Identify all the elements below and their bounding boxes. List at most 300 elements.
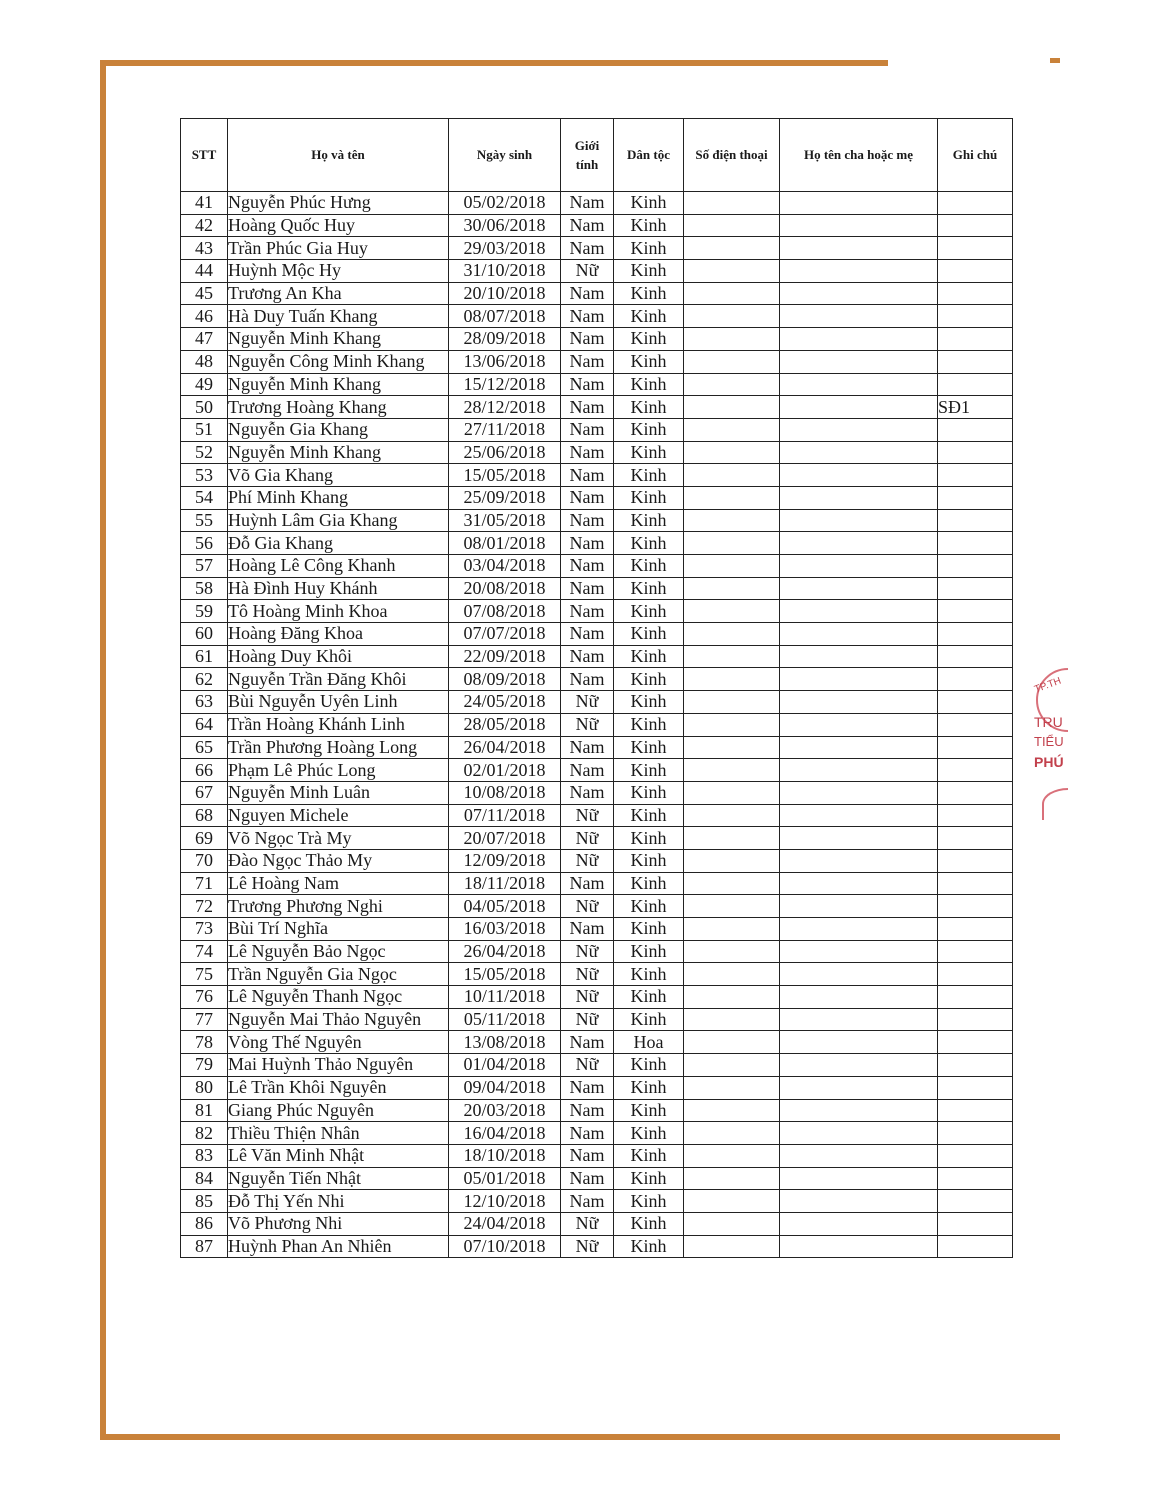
cell-dob: 13/08/2018 [449,1031,561,1054]
cell-dob: 28/09/2018 [449,328,561,351]
cell-note [938,713,1013,736]
cell-dob: 07/11/2018 [449,804,561,827]
cell-parent [780,600,938,623]
cell-phone [684,350,780,373]
cell-ethnicity: Kinh [614,713,684,736]
cell-stt: 79 [181,1054,228,1077]
cell-sex: Nam [561,759,614,782]
cell-phone [684,940,780,963]
cell-phone [684,577,780,600]
cell-parent [780,623,938,646]
cell-name: Thiều Thiện Nhân [228,1122,449,1145]
cell-name: Đỗ Gia Khang [228,532,449,555]
header-dob: Ngày sinh [449,119,561,192]
table-body [181,192,1013,1258]
table-row [181,940,1013,963]
cell-stt: 46 [181,305,228,328]
cell-name: Mai Huỳnh Thảo Nguyên [228,1054,449,1077]
cell-name: Nguyễn Minh Luân [228,781,449,804]
cell-sex: Nam [561,1031,614,1054]
cell-phone [684,1212,780,1235]
cell-stt: 73 [181,918,228,941]
cell-note [938,872,1013,895]
cell-note [938,373,1013,396]
cell-name: Võ Phương Nhi [228,1212,449,1235]
cell-note [938,509,1013,532]
table-row [181,418,1013,441]
cell-parent [780,350,938,373]
cell-phone [684,781,780,804]
cell-phone [684,1031,780,1054]
cell-dob: 24/04/2018 [449,1212,561,1235]
cell-parent [780,691,938,714]
cell-parent [780,781,938,804]
cell-phone [684,1076,780,1099]
cell-stt: 85 [181,1190,228,1213]
cell-name: Trương Hoàng Khang [228,396,449,419]
cell-parent [780,396,938,419]
cell-name: Nguyễn Gia Khang [228,418,449,441]
cell-stt: 83 [181,1144,228,1167]
cell-name: Nguyễn Minh Khang [228,373,449,396]
cell-stt: 62 [181,668,228,691]
cell-phone [684,1144,780,1167]
table-row [181,486,1013,509]
student-roster-table [180,118,1013,1258]
cell-phone [684,532,780,555]
table-row [181,600,1013,623]
cell-sex: Nam [561,192,614,215]
cell-name: Phí Minh Khang [228,486,449,509]
cell-parent [780,214,938,237]
cell-dob: 16/03/2018 [449,918,561,941]
cell-dob: 28/05/2018 [449,713,561,736]
cell-name: Nguyễn Minh Khang [228,328,449,351]
cell-parent [780,895,938,918]
cell-sex: Nam [561,418,614,441]
table-row [181,350,1013,373]
cell-ethnicity: Kinh [614,1190,684,1213]
table-row [181,849,1013,872]
cell-sex: Nam [561,577,614,600]
paper-edge-bottom [100,1434,1060,1440]
table-row [181,305,1013,328]
cell-stt: 81 [181,1099,228,1122]
school-seal-stamp [1028,668,1068,824]
cell-phone [684,623,780,646]
cell-dob: 05/02/2018 [449,192,561,215]
cell-parent [780,1212,938,1235]
cell-dob: 12/09/2018 [449,849,561,872]
cell-parent [780,736,938,759]
cell-phone [684,282,780,305]
cell-parent [780,237,938,260]
cell-note [938,486,1013,509]
cell-parent [780,192,938,215]
cell-dob: 15/12/2018 [449,373,561,396]
cell-stt: 87 [181,1235,228,1258]
cell-name: Bùi Nguyễn Uyên Linh [228,691,449,714]
cell-name: Huỳnh Mộc Hy [228,260,449,283]
header-sex-line2: tính [575,157,599,172]
cell-dob: 03/04/2018 [449,555,561,578]
cell-ethnicity: Kinh [614,441,684,464]
cell-phone [684,396,780,419]
table-row [181,1122,1013,1145]
table-row [181,282,1013,305]
cell-parent [780,464,938,487]
cell-parent [780,373,938,396]
table-row [181,781,1013,804]
cell-note [938,1031,1013,1054]
cell-stt: 66 [181,759,228,782]
cell-dob: 13/06/2018 [449,350,561,373]
cell-sex: Nam [561,1190,614,1213]
cell-dob: 28/12/2018 [449,396,561,419]
cell-name: Hà Duy Tuấn Khang [228,305,449,328]
cell-phone [684,713,780,736]
cell-sex: Nam [561,396,614,419]
cell-note [938,623,1013,646]
cell-sex: Nam [561,1099,614,1122]
cell-note [938,532,1013,555]
cell-stt: 50 [181,396,228,419]
cell-note [938,691,1013,714]
cell-stt: 86 [181,1212,228,1235]
cell-parent [780,713,938,736]
cell-parent [780,1008,938,1031]
cell-name: Trương An Kha [228,282,449,305]
cell-stt: 69 [181,827,228,850]
cell-stt: 60 [181,623,228,646]
cell-phone [684,804,780,827]
cell-dob: 31/05/2018 [449,509,561,532]
cell-name: Trần Phúc Gia Huy [228,237,449,260]
cell-phone [684,963,780,986]
cell-ethnicity: Kinh [614,1122,684,1145]
table-row [181,963,1013,986]
cell-phone [684,827,780,850]
cell-parent [780,986,938,1009]
cell-sex: Nữ [561,1054,614,1077]
cell-stt: 48 [181,350,228,373]
cell-ethnicity: Kinh [614,1099,684,1122]
cell-parent [780,1190,938,1213]
cell-dob: 10/11/2018 [449,986,561,1009]
cell-parent [780,1122,938,1145]
cell-parent [780,577,938,600]
cell-name: Lê Nguyễn Thanh Ngọc [228,986,449,1009]
cell-name: Đỗ Thị Yến Nhi [228,1190,449,1213]
table-row [181,1076,1013,1099]
cell-dob: 20/07/2018 [449,827,561,850]
cell-dob: 29/03/2018 [449,237,561,260]
cell-sex: Nữ [561,827,614,850]
cell-dob: 20/03/2018 [449,1099,561,1122]
cell-ethnicity: Kinh [614,305,684,328]
cell-parent [780,849,938,872]
cell-parent [780,759,938,782]
cell-note [938,986,1013,1009]
cell-parent [780,668,938,691]
cell-ethnicity: Kinh [614,895,684,918]
table-row [181,918,1013,941]
cell-dob: 09/04/2018 [449,1076,561,1099]
table-row [181,373,1013,396]
table-row [181,1031,1013,1054]
cell-note [938,918,1013,941]
cell-stt: 64 [181,713,228,736]
cell-note [938,328,1013,351]
cell-name: Giang Phúc Nguyên [228,1099,449,1122]
cell-phone [684,918,780,941]
cell-phone [684,214,780,237]
cell-ethnicity: Kinh [614,555,684,578]
cell-note [938,827,1013,850]
table-row [181,736,1013,759]
cell-parent [780,1054,938,1077]
cell-phone [684,237,780,260]
cell-parent [780,555,938,578]
cell-name: Võ Gia Khang [228,464,449,487]
cell-parent [780,804,938,827]
cell-dob: 05/11/2018 [449,1008,561,1031]
cell-note [938,1008,1013,1031]
cell-parent [780,918,938,941]
seal-text-1: TP.TH [1032,675,1063,696]
cell-sex: Nữ [561,940,614,963]
cell-note [938,849,1013,872]
table-row [181,668,1013,691]
header-ethnicity: Dân tộc [614,119,684,192]
cell-ethnicity: Kinh [614,691,684,714]
table-row [181,192,1013,215]
cell-stt: 44 [181,260,228,283]
table-row [181,1054,1013,1077]
cell-sex: Nữ [561,1008,614,1031]
cell-dob: 25/06/2018 [449,441,561,464]
cell-sex: Nam [561,305,614,328]
cell-ethnicity: Kinh [614,509,684,532]
cell-stt: 82 [181,1122,228,1145]
table-row [181,872,1013,895]
cell-ethnicity: Kinh [614,350,684,373]
seal-text-2: TRU [1034,714,1063,730]
cell-dob: 12/10/2018 [449,1190,561,1213]
cell-sex: Nam [561,623,614,646]
cell-parent [780,940,938,963]
cell-dob: 01/04/2018 [449,1054,561,1077]
header-note: Ghi chú [938,119,1013,192]
table-row [181,1008,1013,1031]
cell-parent [780,1076,938,1099]
cell-ethnicity: Kinh [614,214,684,237]
cell-name: Tô Hoàng Minh Khoa [228,600,449,623]
cell-phone [684,555,780,578]
cell-name: Hoàng Đăng Khoa [228,623,449,646]
cell-name: Nguyen Michele [228,804,449,827]
cell-name: Trần Hoàng Khánh Linh [228,713,449,736]
header-stt: STT [181,119,228,192]
cell-ethnicity: Hoa [614,1031,684,1054]
cell-ethnicity: Kinh [614,918,684,941]
cell-phone [684,418,780,441]
cell-phone [684,441,780,464]
header-name: Họ và tên [228,119,449,192]
cell-dob: 04/05/2018 [449,895,561,918]
cell-sex: Nam [561,350,614,373]
cell-stt: 70 [181,849,228,872]
cell-stt: 75 [181,963,228,986]
table-header-row [181,119,1013,192]
cell-note [938,895,1013,918]
cell-parent [780,963,938,986]
cell-ethnicity: Kinh [614,963,684,986]
cell-phone [684,668,780,691]
cell-phone [684,1054,780,1077]
cell-phone [684,305,780,328]
cell-dob: 27/11/2018 [449,418,561,441]
cell-sex: Nam [561,532,614,555]
cell-ethnicity: Kinh [614,192,684,215]
cell-sex: Nữ [561,691,614,714]
cell-sex: Nam [561,872,614,895]
cell-stt: 52 [181,441,228,464]
cell-stt: 41 [181,192,228,215]
table-row [181,804,1013,827]
cell-phone [684,192,780,215]
cell-sex: Nữ [561,963,614,986]
cell-note [938,668,1013,691]
cell-name: Võ Ngọc Trà My [228,827,449,850]
cell-note [938,282,1013,305]
cell-dob: 25/09/2018 [449,486,561,509]
cell-sex: Nam [561,1144,614,1167]
cell-ethnicity: Kinh [614,940,684,963]
cell-dob: 02/01/2018 [449,759,561,782]
cell-sex: Nam [561,214,614,237]
cell-ethnicity: Kinh [614,418,684,441]
cell-dob: 05/01/2018 [449,1167,561,1190]
cell-note [938,1122,1013,1145]
table-row [181,827,1013,850]
cell-stt: 63 [181,691,228,714]
cell-parent [780,872,938,895]
cell-parent [780,328,938,351]
cell-ethnicity: Kinh [614,986,684,1009]
table-row [181,532,1013,555]
cell-dob: 26/04/2018 [449,736,561,759]
cell-name: Nguyễn Công Minh Khang [228,350,449,373]
cell-parent [780,1031,938,1054]
table-row [181,214,1013,237]
cell-name: Lê Trần Khôi Nguyên [228,1076,449,1099]
cell-note [938,1144,1013,1167]
cell-note [938,305,1013,328]
cell-parent [780,441,938,464]
seal-text-3: TIỂU [1034,734,1064,749]
cell-dob: 07/10/2018 [449,1235,561,1258]
cell-note [938,1190,1013,1213]
cell-note [938,192,1013,215]
cell-phone [684,691,780,714]
cell-ethnicity: Kinh [614,577,684,600]
cell-phone [684,373,780,396]
cell-dob: 08/07/2018 [449,305,561,328]
cell-name: Nguyễn Trần Đăng Khôi [228,668,449,691]
cell-sex: Nam [561,1076,614,1099]
header-parent: Họ tên cha hoặc mẹ [780,119,938,192]
cell-stt: 55 [181,509,228,532]
cell-phone [684,260,780,283]
cell-sex: Nữ [561,260,614,283]
cell-stt: 58 [181,577,228,600]
cell-parent [780,486,938,509]
cell-name: Trương Phương Nghi [228,895,449,918]
cell-sex: Nữ [561,1212,614,1235]
cell-dob: 08/01/2018 [449,532,561,555]
cell-ethnicity: Kinh [614,600,684,623]
cell-note [938,940,1013,963]
table-row [181,577,1013,600]
cell-sex: Nam [561,918,614,941]
cell-sex: Nam [561,328,614,351]
cell-parent [780,282,938,305]
table-row [181,260,1013,283]
cell-sex: Nam [561,282,614,305]
cell-ethnicity: Kinh [614,759,684,782]
cell-name: Trần Phương Hoàng Long [228,736,449,759]
cell-dob: 15/05/2018 [449,464,561,487]
cell-phone [684,849,780,872]
cell-stt: 56 [181,532,228,555]
table-row [181,623,1013,646]
cell-stt: 74 [181,940,228,963]
cell-sex: Nữ [561,986,614,1009]
cell-ethnicity: Kinh [614,1167,684,1190]
cell-stt: 54 [181,486,228,509]
cell-sex: Nam [561,668,614,691]
cell-phone [684,872,780,895]
cell-dob: 08/09/2018 [449,668,561,691]
header-sex-line1: Giới [574,137,600,153]
cell-sex: Nữ [561,849,614,872]
table-row [181,895,1013,918]
cell-ethnicity: Kinh [614,1235,684,1258]
cell-phone [684,1235,780,1258]
cell-parent [780,1235,938,1258]
cell-ethnicity: Kinh [614,827,684,850]
cell-sex: Nam [561,1122,614,1145]
cell-parent [780,1144,938,1167]
cell-ethnicity: Kinh [614,645,684,668]
cell-note [938,350,1013,373]
table-row [181,691,1013,714]
cell-stt: 43 [181,237,228,260]
cell-ethnicity: Kinh [614,1212,684,1235]
cell-note [938,963,1013,986]
cell-note [938,781,1013,804]
cell-name: Hoàng Quốc Huy [228,214,449,237]
cell-dob: 16/04/2018 [449,1122,561,1145]
table-row [181,645,1013,668]
cell-ethnicity: Kinh [614,260,684,283]
cell-phone [684,1122,780,1145]
cell-ethnicity: Kinh [614,486,684,509]
cell-parent [780,1099,938,1122]
cell-name: Huỳnh Phan An Nhiên [228,1235,449,1258]
seal-text-4: PHÚ [1034,754,1064,770]
